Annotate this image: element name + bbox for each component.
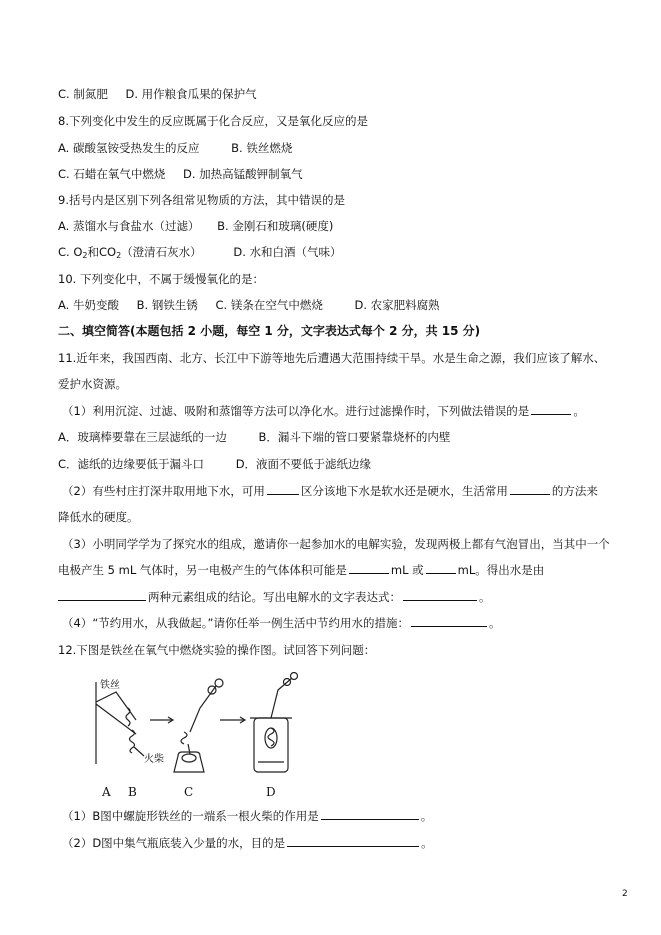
q8-options-ab bbox=[58, 140, 292, 156]
answer-blank[interactable] bbox=[403, 589, 477, 601]
q9-option-a: A. 蒸馏水与食盐水（过滤） bbox=[58, 219, 200, 233]
fig-label-wire: 铁丝 bbox=[100, 680, 120, 691]
fig-tong-handle-d1 bbox=[291, 673, 298, 680]
fig-coil-a bbox=[126, 708, 130, 726]
q9-options-cd bbox=[58, 244, 342, 264]
q7-option-row bbox=[58, 86, 257, 102]
fig-label-c: C bbox=[184, 785, 194, 799]
q11-part4: （4）“节约用水，从我做起。”请你任举一例生活中节约用水的措施： 。 bbox=[62, 616, 501, 630]
q11-part3-line2: 电极产生 5 mL 气体时，另一电极产生的气体体积可能是 mL 或 mL。得出水是由 bbox=[58, 563, 545, 577]
page-number: 2 bbox=[622, 889, 628, 899]
q9-option-d: D. 水和白酒（气味） bbox=[233, 245, 342, 259]
fig-label-match: 火柴 bbox=[144, 754, 164, 765]
answer-blank[interactable] bbox=[426, 562, 456, 574]
q11-part3-line1: （3）小明同学学为了探究水的组成，邀请你一起参加水的电解实验，发现两极上都有气泡冒出，当其中一个 bbox=[62, 537, 610, 551]
q11-part2-line2: 降低水的硬度。 bbox=[58, 510, 139, 524]
fig-flame-d bbox=[265, 728, 277, 748]
fig-flame-c bbox=[182, 754, 196, 762]
q8-option-c: C. 石蜡在氧气中燃烧 bbox=[58, 167, 166, 181]
fig-tongs-d bbox=[271, 678, 292, 718]
q8-stem: 8.下列变化中发生的反应既属于化合反应，又是氧化反应的是 bbox=[58, 114, 368, 128]
iron-wire-combustion-figure bbox=[88, 672, 300, 800]
answer-blank[interactable] bbox=[287, 835, 419, 847]
q12-part1: （1）B图中螺旋形铁丝的一端系一根火柴的作用是 。 bbox=[62, 809, 433, 823]
fig-wire-b bbox=[96, 704, 136, 734]
q7-option-d: D. 用作粮食瓜果的保护气 bbox=[125, 87, 257, 101]
q8-options-cd bbox=[58, 166, 303, 182]
answer-blank[interactable] bbox=[267, 483, 299, 495]
q10-option-b: B. 钢铁生锈 bbox=[136, 298, 198, 312]
q9-option-b: B. 金刚石和玻璃(硬度) bbox=[217, 219, 334, 233]
fig-coil-d bbox=[268, 728, 274, 746]
q9-options-ab bbox=[58, 218, 333, 234]
answer-blank[interactable] bbox=[531, 403, 571, 415]
fig-match-line bbox=[134, 747, 144, 756]
answer-blank[interactable] bbox=[510, 483, 550, 495]
q12-stem: 12.下图是铁丝在氧气中燃烧实验的操作图。试回答下列问题： bbox=[58, 643, 376, 657]
q11-part1-options-cd bbox=[58, 456, 371, 472]
q7-option-c: C. 制氮肥 bbox=[58, 87, 108, 101]
q10-option-a: A. 牛奶变酸 bbox=[58, 298, 119, 312]
fig-tong-handle-c1 bbox=[215, 679, 223, 687]
fig-label-b: B bbox=[128, 785, 137, 799]
answer-blank[interactable] bbox=[349, 562, 389, 574]
fig-jar-d bbox=[254, 718, 288, 772]
fig-wire-a bbox=[96, 692, 136, 720]
fig-tong-handle-c2 bbox=[208, 686, 216, 694]
fig-coil-b bbox=[130, 730, 135, 753]
q11-option-c: C．滤纸的边缘要低于漏斗口 bbox=[58, 457, 205, 471]
q11-option-a: A．玻璃棒要靠在三层滤纸的一边 bbox=[58, 430, 227, 444]
section-heading: 二、填空简答(本题包括 2 小题，每空 1 分，文字表达式每个 2 分，共 15 分) bbox=[58, 324, 481, 338]
fig-coil-c bbox=[181, 732, 187, 744]
q9-option-c: C. $O_2$和$CO_2$（澄清石灰水） bbox=[58, 245, 202, 260]
q11-part1: （1）利用沉淀、过滤、吸附和蒸馏等方法可以净化水。进行过滤操作时，下列做法错误的是 。 bbox=[62, 404, 585, 418]
answer-blank[interactable] bbox=[58, 589, 146, 601]
q11-part2: （2）有些村庄打深井取用地下水，可用 区分该地下水是软水还是硬水，生活常用 的方法来 bbox=[62, 484, 598, 498]
q10-stem: 10. 下列变化中，不属于缓慢氧化的是： bbox=[58, 272, 264, 286]
q8-option-b: B. 铁丝燃烧 bbox=[231, 141, 293, 155]
q11-option-d: D．液面不要低于滤纸边缘 bbox=[235, 457, 372, 471]
q11-option-b: B．漏斗下端的管口要紧靠烧杯的内壁 bbox=[258, 430, 451, 444]
fig-tongs-c bbox=[190, 686, 216, 732]
fig-label-d: D bbox=[266, 785, 276, 799]
q8-option-d: D. 加热高锰酸钾制氧气 bbox=[183, 167, 303, 181]
answer-blank[interactable] bbox=[411, 615, 487, 627]
q11-intro-line1: 11.近年来，我国西南、北方、长江中下游等地先后遭遇大范围持续干旱。水是生命之源，我们应该了解水、 bbox=[58, 351, 606, 365]
q11-part1-options-ab bbox=[58, 429, 450, 445]
q12-part2: （2）D图中集气瓶底装入少量的水，目的是 。 bbox=[62, 836, 433, 850]
q10-options bbox=[58, 297, 440, 313]
answer-blank[interactable] bbox=[321, 808, 419, 820]
q8-option-a: A. 碳酸氢铵受热发生的反应 bbox=[58, 141, 200, 155]
q11-part3-line3: 两种元素组成的结论。写出电解水的文字表达式： 。 bbox=[58, 589, 491, 605]
q10-option-c: C. 镁条在空气中燃烧 bbox=[215, 298, 323, 312]
q11-intro-line2: 爱护水资源。 bbox=[58, 377, 127, 391]
q9-stem: 9.括号内是区别下列各组常见物质的方法，其中错误的是 bbox=[58, 193, 345, 207]
fig-label-a: A bbox=[102, 785, 111, 799]
q10-option-d: D. 农家肥料腐熟 bbox=[354, 298, 440, 312]
